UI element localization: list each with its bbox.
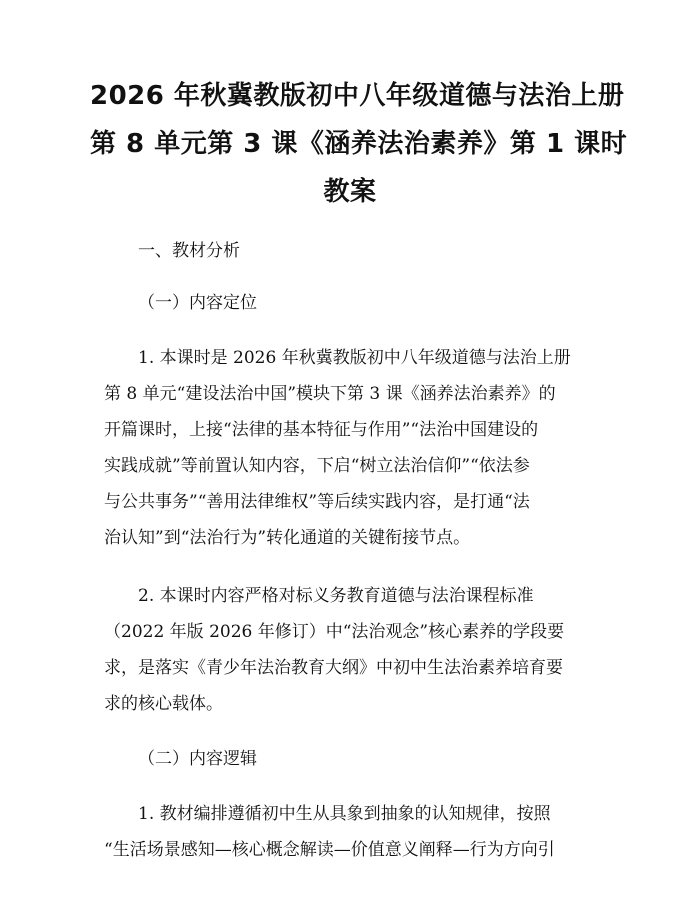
paragraph-line: 与公共事务”“善用法律维权”等后续实践内容，是打通“法	[104, 492, 530, 512]
paragraph-line: 实践成就”等前置认知内容，下启“树立法治信仰”“依法参	[104, 456, 530, 476]
paragraph-1	[104, 340, 596, 556]
paragraph-line: 第 8 单元“建设法治中国”模块下第 3 课《涵养法治素养》的	[104, 384, 556, 404]
subsection-heading-content-logic: （二）内容逻辑	[138, 749, 257, 769]
paragraph-line: 1. 本课时是 2026 年秋冀教版初中八年级道德与法治上册	[138, 348, 571, 368]
title-line: 2026 年秋冀教版初中八年级道德与法治上册	[90, 81, 625, 111]
paragraph-line: 1. 教材编排遵循初中生从具象到抽象的认知规律，按照	[138, 804, 551, 824]
paragraph-3	[104, 796, 596, 868]
title-line: 教案	[323, 177, 377, 207]
paragraph-line: “生活场景感知—核心概念解读—价值意义阐释—行为方向引	[104, 840, 555, 860]
paragraph-line: 开篇课时，上接“法律的基本特征与作用”“法治中国建设的	[104, 420, 539, 440]
paragraph-line: 治认知”到“法治行为”转化通道的关键衔接节点。	[104, 528, 471, 548]
paragraph-line: 求，是落实《青少年法治教育大纲》中初中生法治素养培育要	[104, 658, 563, 678]
document-body	[104, 236, 596, 890]
paragraph-2	[104, 578, 596, 722]
section-heading-teaching-material-analysis: 一、教材分析	[138, 241, 240, 261]
paragraph-line: 求的核心载体。	[104, 694, 223, 714]
title-line: 第 8 单元第 3 课《涵养法治素养》第 1 课时	[90, 129, 628, 159]
paragraph-line: 2. 本课时内容严格对标义务教育道德与法治课程标准	[138, 586, 534, 606]
subsection-heading-content-positioning: （一）内容定位	[138, 293, 257, 313]
document-title	[90, 72, 628, 216]
paragraph-line: （2022 年版 2026 年修订）中“法治观念”核心素养的学段要	[104, 622, 565, 642]
